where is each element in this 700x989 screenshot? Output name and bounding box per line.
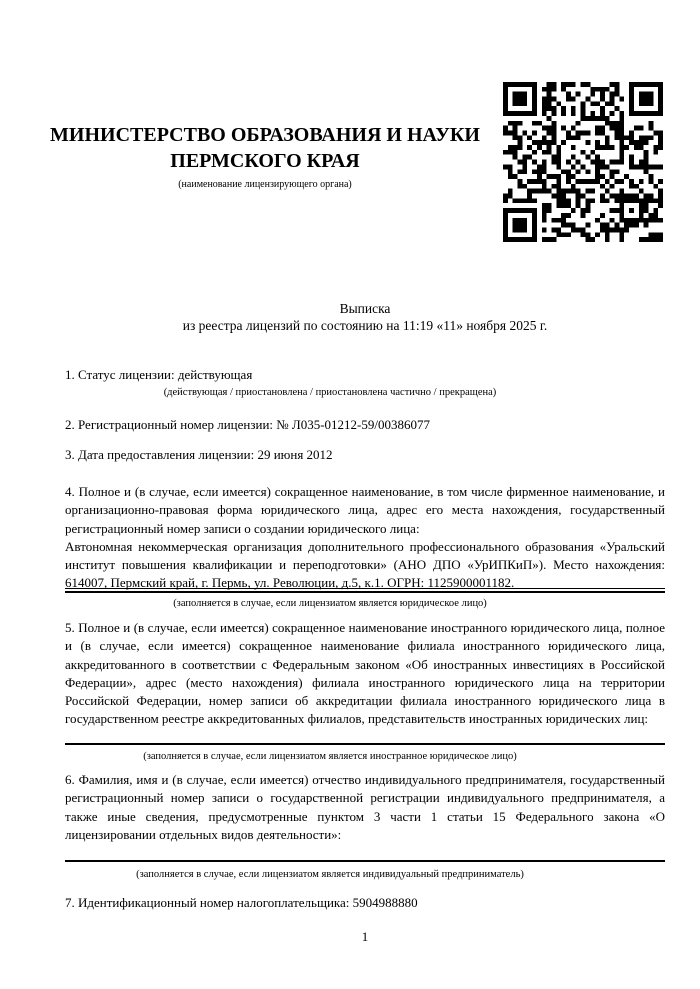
paragraph-line: Федерации», адрес (место нахождения) филиала иностранного юридического лица на территории	[65, 674, 665, 690]
paragraph-line: государственном реестре аккредитованных филиалов, представительств иностранных юридических лиц:	[65, 711, 649, 727]
authority-name-line1: МИНИСТЕРСТВО ОБРАЗОВАНИЯ И НАУКИ	[50, 124, 480, 146]
item3-license-date: 3. Дата предоставления лицензии: 29 июня 2012	[65, 447, 333, 462]
paragraph-line: 6. Фамилия, имя и (в случае, если имеется) отчество индивидуального предпринимателя, государственный	[65, 772, 665, 787]
paragraph-line: Автономная некоммерческая организация дополнительного профессионального образования «Уральский	[65, 538, 665, 554]
paragraph-line: 614007, Пермский край, г. Пермь, ул. Революции, д.5, к.1. ОГРН: 1125900001182.	[65, 575, 515, 591]
paragraph-line: 4. Полное и (в случае, если имеется) сокращенное наименование, в том числе фирменное наименование, и	[65, 484, 665, 499]
item4-caption: (заполняется в случае, если лицензиатом является юридическое лицо)	[173, 597, 487, 609]
paragraph-line: аккредитованного в соответствии с Федеральным законом «Об иностранных инвестициях в Российской	[65, 656, 665, 672]
page-number: 1	[361, 929, 369, 944]
form-rule	[65, 743, 665, 745]
document-title-line1: Выписка	[339, 301, 391, 316]
paragraph-line: организационно-правовая форма юридического лица, адрес его места нахождения, государственный	[65, 502, 665, 518]
item7-taxpayer-id: 7. Идентификационный номер налогоплательщика: 5904988880	[65, 895, 418, 910]
document-title-line2: из реестра лицензий по состоянию на 11:19 «11» ноября 2025 г.	[182, 318, 548, 333]
item6-caption: (заполняется в случае, если лицензиатом является индивидуальный предприниматель)	[136, 869, 524, 881]
item5-caption: (заполняется в случае, если лицензиатом является иностранное юридическое лицо)	[143, 750, 517, 762]
item1-caption: (действующая / приостановлена / приостановлена частично / прекращена)	[163, 387, 497, 398]
authority-name-line2: ПЕРМСКОГО КРАЯ	[170, 150, 360, 172]
paragraph-line: институт повышения квалификации и переподготовки» (АНО ДПО «УрИПКиП»). Место нахождения:	[65, 557, 665, 573]
paragraph-line: Российской Федерации, номер записи об аккредитации филиала иностранного юридического лица в	[65, 693, 665, 709]
qr-code-icon	[503, 82, 663, 242]
authority-caption: (наименование лицензирующего органа)	[178, 179, 352, 190]
item4-legal-entity-block	[65, 483, 665, 610]
paragraph-line: также иные сведения, предусмотренные пунктом 3 части 1 статьи 15 Федерального закона «О	[65, 808, 665, 824]
document-title	[65, 300, 665, 334]
item5-foreign-entity-block	[65, 619, 665, 763]
paragraph-line: регистрационный номер записи о создании юридического лица:	[65, 520, 420, 536]
item1-license-status: 1. Статус лицензии: действующая	[65, 367, 253, 382]
paragraph-line: лицензировании отдельных видов деятельности»:	[65, 826, 342, 842]
item2-registration-number: 2. Регистрационный номер лицензии: № Л035-01212-59/00386077	[65, 417, 431, 432]
licensing-authority-header	[40, 122, 490, 191]
paragraph-line: регистрационный номер записи о государственной регистрации индивидуального предпринимателя, а	[65, 790, 665, 806]
paragraph-line: 5. Полное и (в случае, если имеется) сокращенное наименование иностранного юридического лица, полное	[65, 620, 665, 635]
form-rule	[65, 860, 665, 862]
item6-individual-entrepreneur-block	[65, 771, 665, 881]
paragraph-line: и (в случае, если имеется) сокращенное наименование филиала иностранного юридического лица,	[65, 638, 665, 654]
